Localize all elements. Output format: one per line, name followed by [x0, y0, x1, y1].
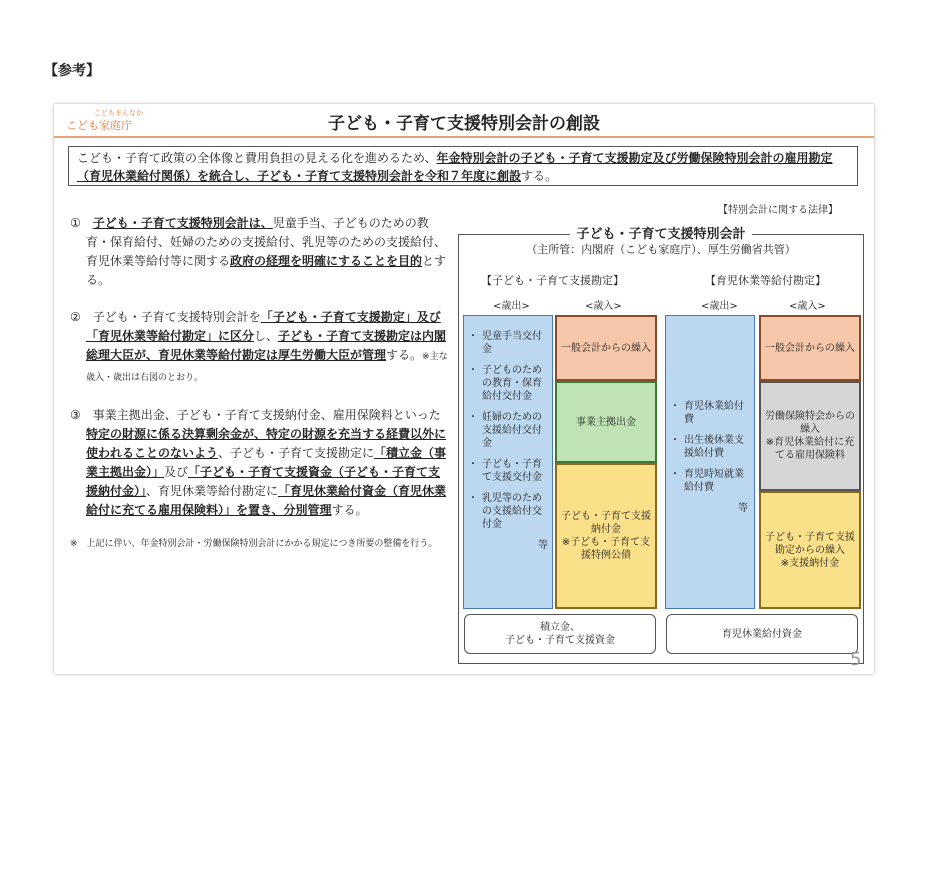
expenditure-item: ・ 乳児等のための支援給付交付金 [482, 492, 548, 531]
slide [54, 104, 874, 674]
p3-u1: 特定の財源に係る決算剰余金が、特定の財源を充当する経費以外に使われることのないよう [86, 427, 447, 460]
panel-subtitle: （主所管：内閣府（こども家庭庁）、厚生労働省共管） [526, 243, 796, 256]
slide-header [54, 104, 874, 138]
point-3 [70, 406, 452, 520]
panel-title: 子ども・子育て支援特別会計 [570, 227, 751, 242]
explanation-list [70, 214, 452, 569]
p3-t4: 、育児休業等給付勘定に [146, 484, 279, 498]
point-3-num: ③ [70, 408, 81, 422]
p3-u2: 「積立金（事業主拠出金）」 [86, 446, 447, 479]
a1-expenditure-list [464, 330, 552, 531]
a2-expenditure-box [665, 315, 755, 609]
intro-a: こども・子育て政策の全体像と費用負担の見える化を進めるため、 [77, 151, 437, 165]
a2-out-label: <歳出> [701, 301, 738, 312]
a2-in-label: <歳入> [789, 301, 826, 312]
p2-u1: 「子ども・子育て支援勘定」及び「育児休業等給付勘定」に区分 [86, 310, 441, 343]
a1-in-label: <歳入> [585, 301, 622, 312]
account-diagram [458, 227, 864, 664]
p3-t2: 、子ども・子育て支援勘定に [218, 446, 375, 460]
p2-u2: 子ども・子育て支援勘定は内閣総理大臣が、育児休業等給付勘定は厚生労働大臣が管理 [86, 329, 447, 362]
p2-small: ※主な歳入・歳出は右図のとおり。 [86, 352, 448, 383]
intro-b: 年金特別会計の子ども・子育て支援勘定及び労働保険特別会計の雇用勘定（育児休業給付関係）を統合し、 [77, 151, 833, 183]
expenditure-item: ・ 妊婦のための支援給付交付金 [482, 411, 548, 450]
footnote: ※ 上記に伴い、年金特別会計・労働保険特別会計にかかる規定につき所要の整備を行う。 [70, 539, 438, 549]
p2-t1: 子ども・子育て支援特別会計を [92, 310, 261, 324]
fund-reserve: 積立金、 子ども・子育て支援資金 [464, 614, 656, 654]
point-2-num: ② [70, 310, 81, 324]
expenditure-item: ・ 児童手当交付金 [482, 330, 548, 356]
expenditure-item: ・ 子ども・子育て支援交付金 [482, 458, 548, 484]
p1-t1: 児童手当、子どものための教育・保育給付、妊婦のための支援給付、乳児等のための支援給付、育児休業等給付等に関する [86, 216, 447, 268]
intro-d: する。 [521, 169, 558, 183]
p1-u1: 子ども・子育て支援特別会計は、 [92, 216, 273, 230]
a1-expenditure-box [463, 315, 553, 609]
panel-title-wrap [459, 223, 863, 242]
point-1 [70, 214, 452, 290]
a1-revenue-employer: 事業主拠出金 [555, 381, 657, 463]
expenditure-item: ・ 子どものための教育・保育給付交付金 [482, 364, 548, 403]
logo-tagline: こどもまんなか [94, 109, 143, 117]
point-2 [70, 308, 452, 388]
fund-childcare-leave: 育児休業給付資金 [666, 614, 858, 654]
p3-t5: する。 [331, 503, 368, 517]
a2-revenue-transfer: 子ども・子育て支援勘定からの繰入 ※支援納付金 [759, 491, 861, 609]
a2-exp-etc: 等 [738, 503, 748, 514]
reference-label: 【参考】 [44, 63, 100, 79]
p3-u3: 「子ども・子育て支援資金（子ども・子育て支援納付金）」 [86, 465, 441, 498]
p3-t1: 事業主拠出金、子ども・子育て支援納付金、雇用保険料といった [92, 408, 441, 422]
expenditure-item: ・ 出生後休業支援給付費 [684, 434, 750, 460]
intro-box [68, 146, 858, 186]
a2-expenditure-list [666, 400, 754, 494]
account2-label: 【育児休業等給付勘定】 [705, 274, 826, 287]
law-label: 【特別会計に関する法律】 [718, 205, 838, 216]
a2-revenue-general: 一般会計からの繰入 [759, 315, 861, 381]
p2-t3: する。 [386, 348, 423, 362]
slide-title: 子ども・子育て支援特別会計の創設 [328, 114, 600, 134]
point-1-num: ① [70, 216, 81, 230]
p1-u2: 政府の経理を明確にすることを目的 [230, 254, 423, 268]
account1-label: 【子ども・子育て支援勘定】 [481, 274, 624, 287]
p1-t2: とする。 [86, 254, 447, 287]
p3-u4: 「育児休業給付資金（育児休業給付に充てる雇用保険料）」を置き、分別管理 [86, 484, 447, 517]
a1-revenue-general: 一般会計からの繰入 [555, 315, 657, 381]
p2-t2: し、 [254, 329, 279, 343]
a2-revenue-labor: 労働保険特会からの繰入 ※育児休業給付に充てる雇用保険料 [759, 381, 861, 491]
a1-out-label: <歳出> [493, 301, 530, 312]
agency-logo: こども家庭庁 [66, 119, 132, 132]
a1-exp-etc: 等 [538, 540, 548, 551]
expenditure-item: ・ 育児時短就業給付費 [684, 468, 750, 494]
page-number: 5 [850, 649, 862, 670]
p3-t3: 及び [164, 465, 189, 479]
a1-revenue-levy: 子ども・子育て支援納付金 ※子ども・子育て支援特例公債 [555, 463, 657, 609]
intro-c: 子ども・子育て支援特別会計を令和７年度に創設 [257, 169, 522, 183]
expenditure-item: ・ 育児休業給付費 [684, 400, 750, 426]
